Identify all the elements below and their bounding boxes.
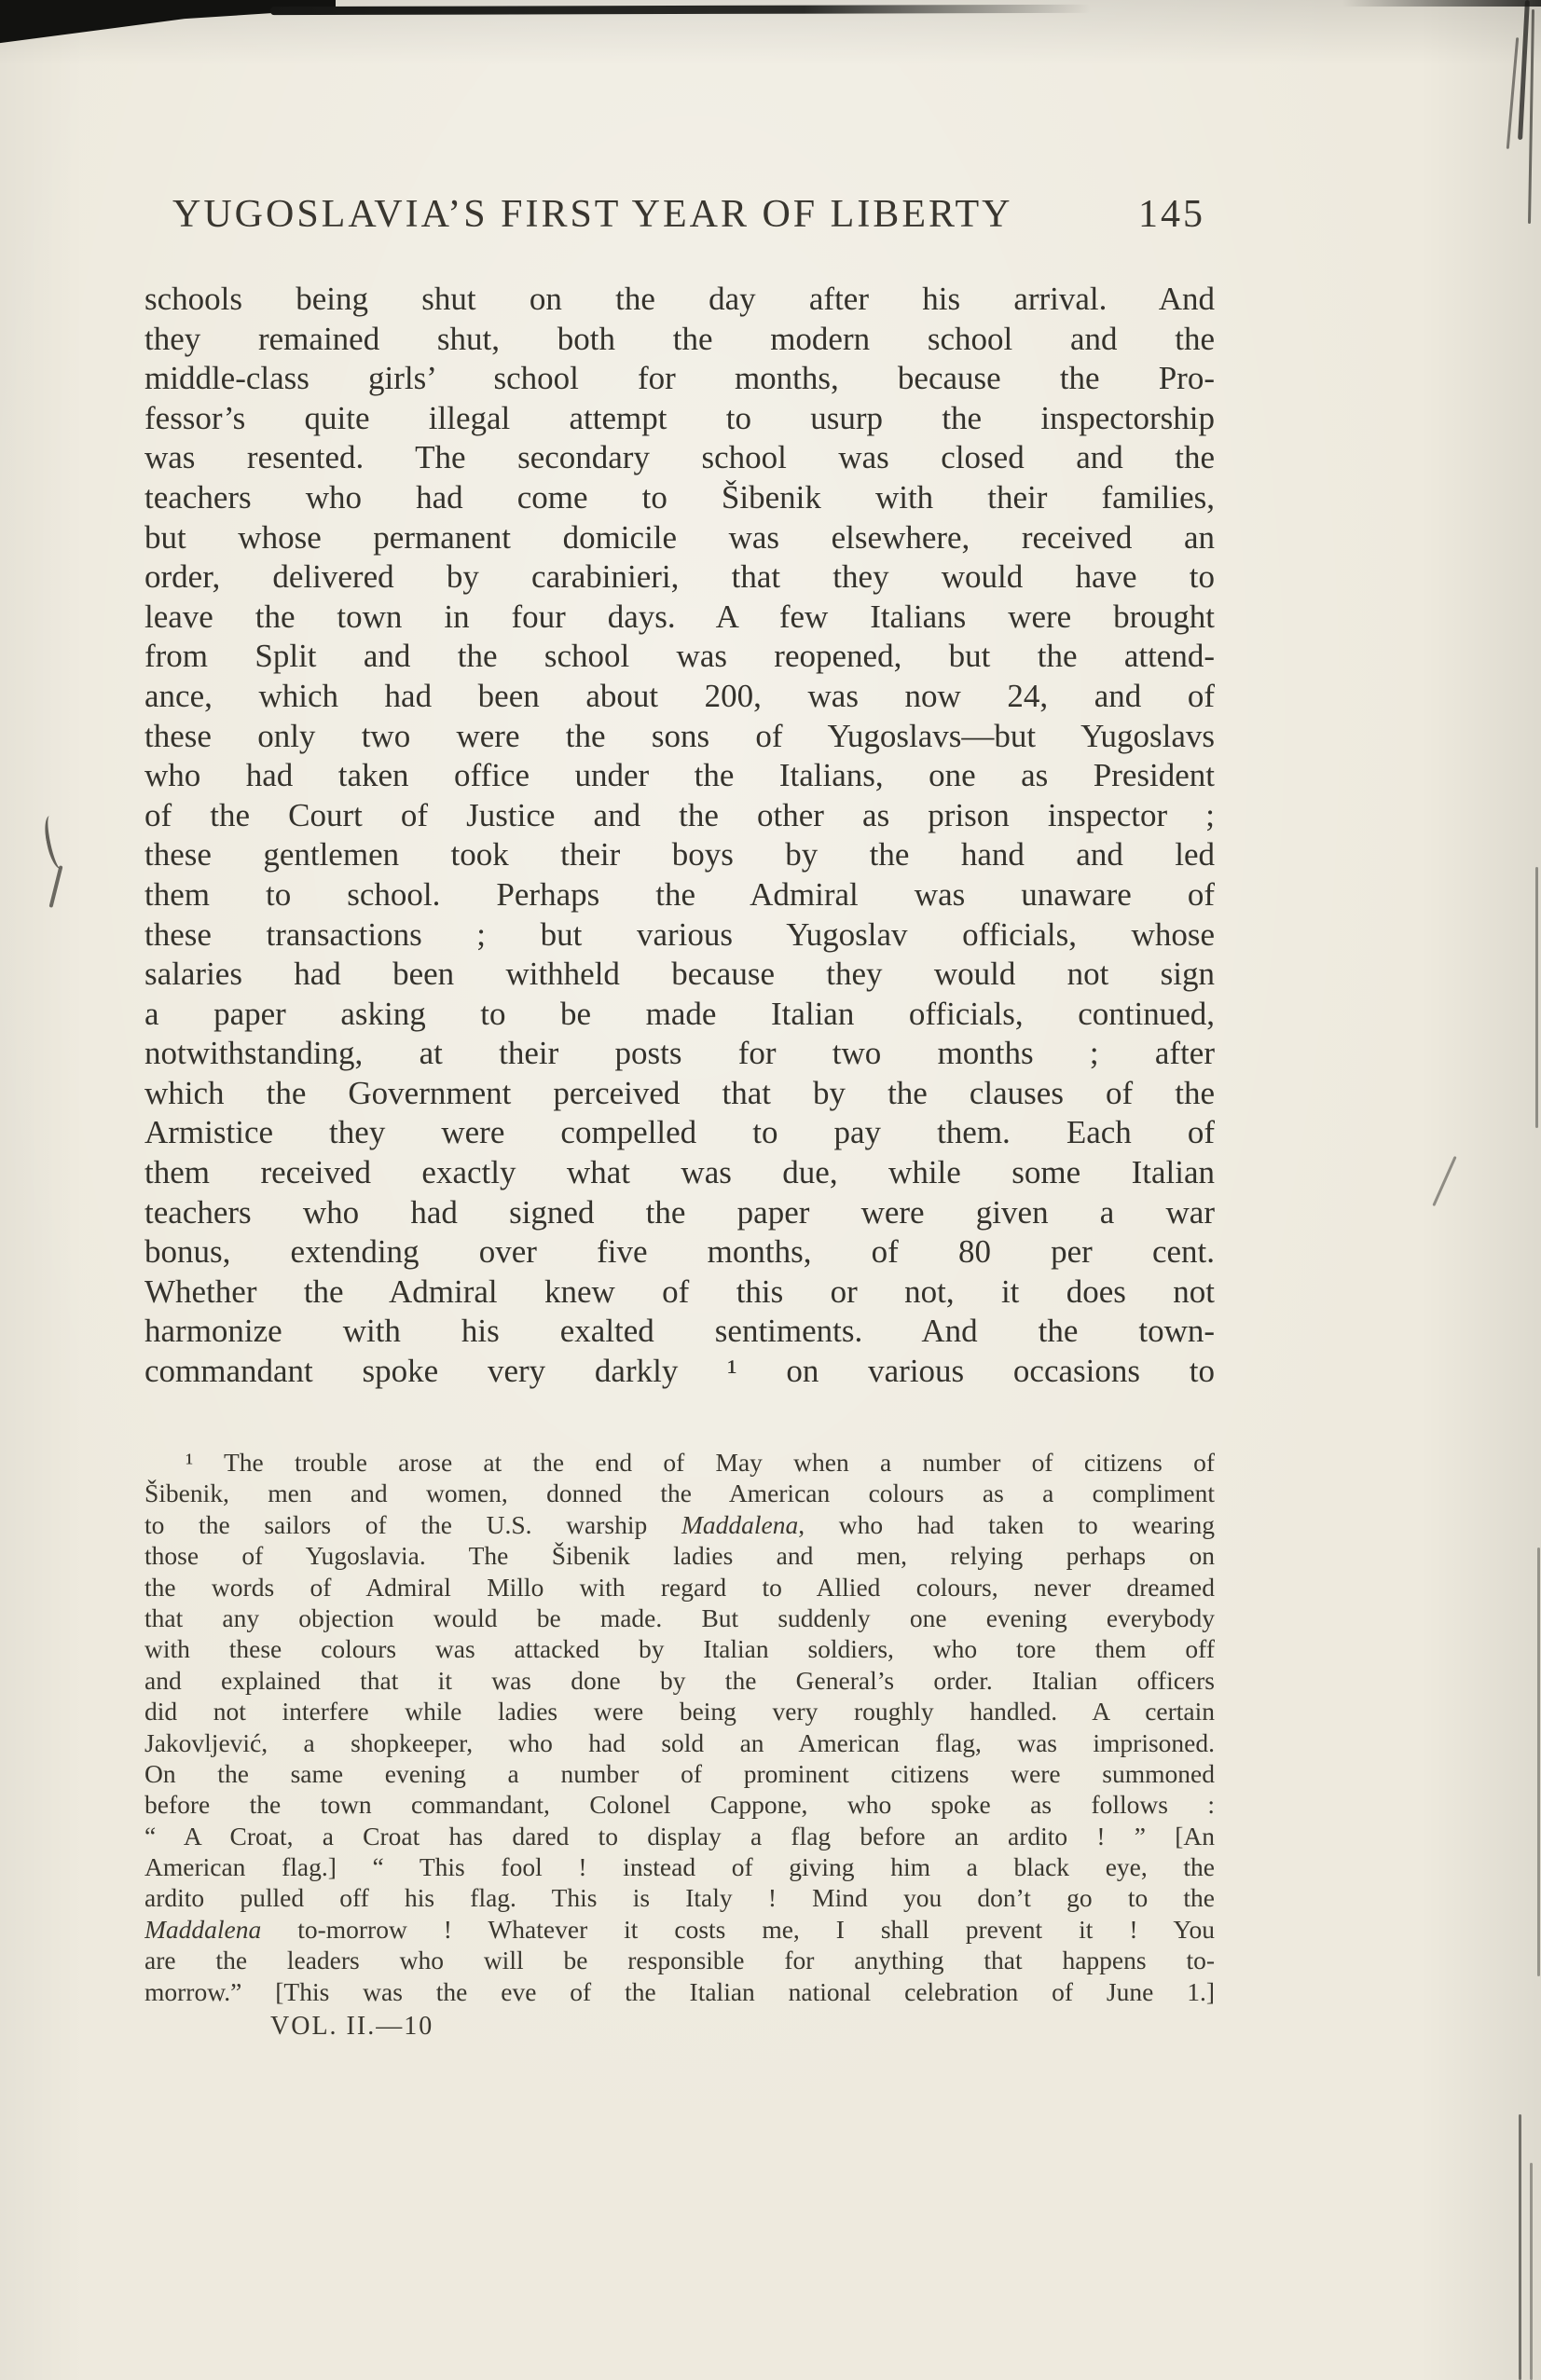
page-number: 145 <box>1138 193 1205 236</box>
scan-mark-right-edge <box>1528 9 1534 224</box>
body-line: harmonize with his exalted sentiments. And the town- <box>144 1313 1215 1350</box>
body-line: these only two were the sons of Yugoslavs—but Yugoslavs <box>144 717 1215 754</box>
volume-signature: VOL. II.—10 <box>270 2012 434 2041</box>
body-line: middle-class girls’ school for months, because the Pro- <box>144 360 1215 397</box>
body-line: which the Government perceived that by the clauses of the <box>144 1074 1215 1111</box>
footnote-line: with these colours was attacked by Italian soldiers, who tore them off <box>144 1634 1215 1664</box>
body-line: them received exactly what was due, while some Italian <box>144 1154 1215 1191</box>
body-line: ance, which had been about 200, was now 24, and of <box>144 677 1215 714</box>
scan-line-top <box>270 5 1091 15</box>
body-line: a paper asking to be made Italian officials, continued, <box>144 995 1215 1032</box>
margin-pen-mark <box>48 865 62 908</box>
scan-mark-right-edge <box>1432 1156 1456 1206</box>
footnote-text: to the sailors of the U.S. warship <box>144 1509 681 1539</box>
footnote-line: those of Yugoslavia. The Šibenik ladies and men, relying perhaps on <box>144 1541 1215 1571</box>
body-line: but whose permanent domicile was elsewhere, received an <box>144 518 1215 556</box>
footnote-line: and explained that it was done by the General’s order. Italian officers <box>144 1665 1215 1695</box>
margin-pen-mark <box>41 813 73 870</box>
body-text <box>144 280 1215 1392</box>
body-line: leave the town in four days. A few Italians were brought <box>144 598 1215 635</box>
body-line: order, delivered by carabinieri, that they would have to <box>144 558 1215 596</box>
footnote-text: to-morrow ! Whatever it costs me, I shall prevent it ! You <box>261 1914 1215 1944</box>
footnote-line: ardito pulled off his flag. This is Italy ! Mind you don’t go to the <box>144 1883 1215 1913</box>
scan-mark-right-edge <box>1518 0 1530 140</box>
scan-mark-right-edge <box>1507 37 1519 149</box>
body-line: Whether the Admiral knew of this or not, it does not <box>144 1273 1215 1310</box>
body-line: was resented. The secondary school was closed and the <box>144 439 1215 476</box>
body-line: they remained shut, both the modern school and the <box>144 320 1215 357</box>
scan-line-top-right <box>1342 0 1541 7</box>
scan-mark-right-edge <box>1537 1548 1540 1976</box>
body-line: notwithstanding, at their posts for two months ; after <box>144 1035 1215 1072</box>
body-line: bonus, extending over five months, of 80 per cent. <box>144 1233 1215 1271</box>
scan-mark-right-edge <box>1530 2163 1533 2380</box>
body-line: salaries had been withheld because they would not sign <box>144 956 1215 993</box>
footnote-line: that any objection would be made. But suddenly one evening everybody <box>144 1603 1215 1632</box>
footnote-line <box>144 1914 1215 1945</box>
footnote-line: the words of Admiral Millo with regard to Allied colours, never dreamed <box>144 1572 1215 1602</box>
running-title: YUGOSLAVIA’S FIRST YEAR OF LIBERTY <box>172 193 1013 236</box>
footnote-line: are the leaders who will be responsible for anything that happens to- <box>144 1946 1215 1975</box>
body-line: commandant spoke very darkly ¹ on various occasions to <box>144 1353 1215 1390</box>
footnote-line: before the town commandant, Colonel Cappone, who spoke as follows : <box>144 1790 1215 1820</box>
body-line: schools being shut on the day after his arrival. And <box>144 281 1215 317</box>
body-line: teachers who had signed the paper were given a war <box>144 1193 1215 1231</box>
ship-name-italic: Maddalena <box>681 1509 799 1539</box>
footnote <box>144 1447 1215 2007</box>
scan-mark-right-edge <box>1519 2114 1521 2380</box>
body-line: fessor’s quite illegal attempt to usurp the inspectorship <box>144 399 1215 436</box>
footnote-line: ¹ The trouble arose at the end of May when a number of citizens of <box>186 1448 1215 1477</box>
footnote-line <box>144 1509 1215 1540</box>
footnote-line: morrow.” [This was the eve of the Italian national celebration of June 1.] <box>144 1976 1215 2006</box>
body-line: these gentlemen took their boys by the hand and led <box>144 836 1215 874</box>
scan-mark-right-edge <box>1535 867 1538 1128</box>
page-header <box>144 192 1215 237</box>
body-line: teachers who had come to Šibenik with their families, <box>144 478 1215 516</box>
footnote-text: , who had taken to wearing <box>798 1509 1215 1539</box>
body-line: from Split and the school was reopened, but the attend- <box>144 638 1215 675</box>
footnote-line: “ A Croat, a Croat has dared to display a flag before an ardito ! ” [An <box>144 1821 1215 1850</box>
body-line: them to school. Perhaps the Admiral was unaware of <box>144 875 1215 913</box>
ship-name-italic: Maddalena <box>144 1914 262 1944</box>
footnote-line: American flag.] “ This fool ! instead of giving him a black eye, the <box>144 1852 1215 1882</box>
footnote-line: did not interfere while ladies were being very roughly handled. A certain <box>144 1697 1215 1727</box>
body-line: Armistice they were compelled to pay them. Each of <box>144 1114 1215 1151</box>
body-line: who had taken office under the Italians, one as President <box>144 757 1215 794</box>
footnote-line: On the same evening a number of prominent citizens were summoned <box>144 1758 1215 1788</box>
body-line: of the Court of Justice and the other as prison inspector ; <box>144 796 1215 833</box>
footnote-line: Jakovljević, a shopkeeper, who had sold an American flag, was imprisoned. <box>144 1727 1215 1757</box>
body-line: these transactions ; but various Yugoslav officials, whose <box>144 915 1215 953</box>
footnote-line: Šibenik, men and women, donned the American colours as a compliment <box>144 1479 1215 1508</box>
